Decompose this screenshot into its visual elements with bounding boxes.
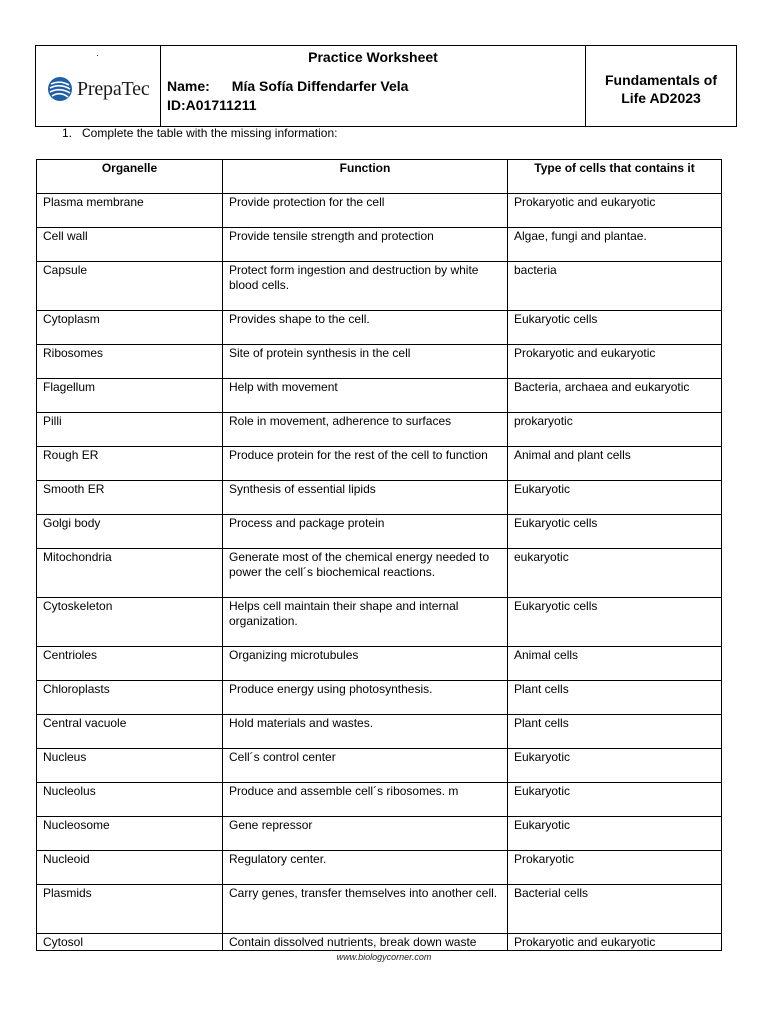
function-cell: Process and package protein [223,515,508,549]
cell-type-cell: Plant cells [508,715,722,749]
cell-type-cell: Prokaryotic and eukaryotic [508,934,722,951]
table-row [37,783,722,817]
logo-cell [36,46,161,126]
table-row [37,262,722,311]
table-row [37,681,722,715]
function-cell: Helps cell maintain their shape and internal organization. [223,598,508,647]
table-row [37,715,722,749]
cell-type-cell: bacteria [508,262,722,311]
organelle-cell: Plasmids [37,885,223,934]
organelle-cell: Centrioles [37,647,223,681]
organelle-cell: Nucleolus [37,783,223,817]
function-cell: Help with movement [223,379,508,413]
cell-type-cell: Eukaryotic cells [508,515,722,549]
function-cell: Site of protein synthesis in the cell [223,345,508,379]
organelle-table [36,159,722,951]
organelle-cell: Nucleosome [37,817,223,851]
table-row [37,598,722,647]
table-row [37,194,722,228]
cell-type-cell: Eukaryotic [508,481,722,515]
cell-type-cell: Animal and plant cells [508,447,722,481]
logo-mark: · [96,50,99,60]
prepatec-globe-icon [47,76,73,102]
instruction-text: Complete the table with the missing information: [82,126,338,140]
table-row [37,481,722,515]
student-name: Mía Sofía Diffendarfer Vela [231,78,409,94]
organelle-cell: Central vacuole [37,715,223,749]
function-cell: Provides shape to the cell. [223,311,508,345]
table-row [37,851,722,885]
student-id: ID:A01711211 [167,97,257,113]
cell-type-cell: Plant cells [508,681,722,715]
cell-type-cell: Prokaryotic and eukaryotic [508,345,722,379]
prepatec-logo [47,76,150,102]
function-cell: Produce energy using photosynthesis. [223,681,508,715]
course-cell [586,46,736,126]
header-cell-type: Type of cells that contains it [508,160,722,194]
cell-type-cell: Bacterial cells [508,885,722,934]
function-cell: Carry genes, transfer themselves into another cell. [223,885,508,934]
worksheet-header [35,45,737,127]
table-row [37,515,722,549]
organelle-cell: Nucleoid [37,851,223,885]
name-label: Name: [167,78,210,94]
cell-type-cell: Algae, fungi and plantae. [508,228,722,262]
table-row [37,447,722,481]
cell-type-cell: Eukaryotic cells [508,311,722,345]
function-cell: Contain dissolved nutrients, break down waste [223,934,508,951]
function-cell: Organizing microtubules [223,647,508,681]
organelle-cell: Cell wall [37,228,223,262]
course-title-line2: Life AD2023 [621,90,701,106]
function-cell: Generate most of the chemical energy needed to power the cell´s biochemical reactions. [223,549,508,598]
logo-text: PrepaTec [77,77,150,100]
table-header-row [37,160,722,194]
cell-type-cell: Prokaryotic [508,851,722,885]
table-row [37,934,722,951]
organelle-cell: Smooth ER [37,481,223,515]
organelle-cell: Plasma membrane [37,194,223,228]
cell-type-cell: Eukaryotic [508,783,722,817]
cell-type-cell: Eukaryotic [508,817,722,851]
name-row [167,78,408,94]
course-title-line1: Fundamentals of [604,72,717,88]
header-organelle: Organelle [37,160,223,194]
table-row [37,345,722,379]
function-cell: Provide protection for the cell [223,194,508,228]
footer-url: www.biologycorner.com [336,952,432,962]
function-cell: Gene repressor [223,817,508,851]
function-cell: Produce protein for the rest of the cell to function [223,447,508,481]
function-cell: Synthesis of essential lipids [223,481,508,515]
table-row [37,885,722,934]
organelle-cell: Cytosol [37,934,223,951]
function-cell: Role in movement, adherence to surfaces [223,413,508,447]
organelle-cell: Chloroplasts [37,681,223,715]
table-row [37,311,722,345]
student-info-cell [161,46,586,126]
function-cell: Protect form ingestion and destruction by white blood cells. [223,262,508,311]
organelle-cell: Nucleus [37,749,223,783]
function-cell: Hold materials and wastes. [223,715,508,749]
organelle-cell: Rough ER [37,447,223,481]
table-row [37,549,722,598]
organelle-cell: Capsule [37,262,223,311]
table-row [37,228,722,262]
table-row [37,817,722,851]
table-row [37,749,722,783]
table-row [37,413,722,447]
organelle-cell: Flagellum [37,379,223,413]
organelle-cell: Golgi body [37,515,223,549]
cell-type-cell: Eukaryotic [508,749,722,783]
organelle-cell: Cytoplasm [37,311,223,345]
function-cell: Provide tensile strength and protection [223,228,508,262]
table-row [37,379,722,413]
organelle-cell: Cytoskeleton [37,598,223,647]
organelle-cell: Mitochondria [37,549,223,598]
cell-type-cell: Bacteria, archaea and eukaryotic [508,379,722,413]
cell-type-cell: Prokaryotic and eukaryotic [508,194,722,228]
function-cell: Cell´s control center [223,749,508,783]
header-function: Function [223,160,508,194]
table-row [37,647,722,681]
function-cell: Regulatory center. [223,851,508,885]
function-cell: Produce and assemble cell´s ribosomes. m [223,783,508,817]
worksheet-title: Practice Worksheet [308,49,438,65]
cell-type-cell: eukaryotic [508,549,722,598]
instruction-number: 1. [62,126,73,140]
cell-type-cell: prokaryotic [508,413,722,447]
instruction [62,126,337,140]
cell-type-cell: Eukaryotic cells [508,598,722,647]
organelle-cell: Ribosomes [37,345,223,379]
organelle-cell: Pilli [37,413,223,447]
cell-type-cell: Animal cells [508,647,722,681]
